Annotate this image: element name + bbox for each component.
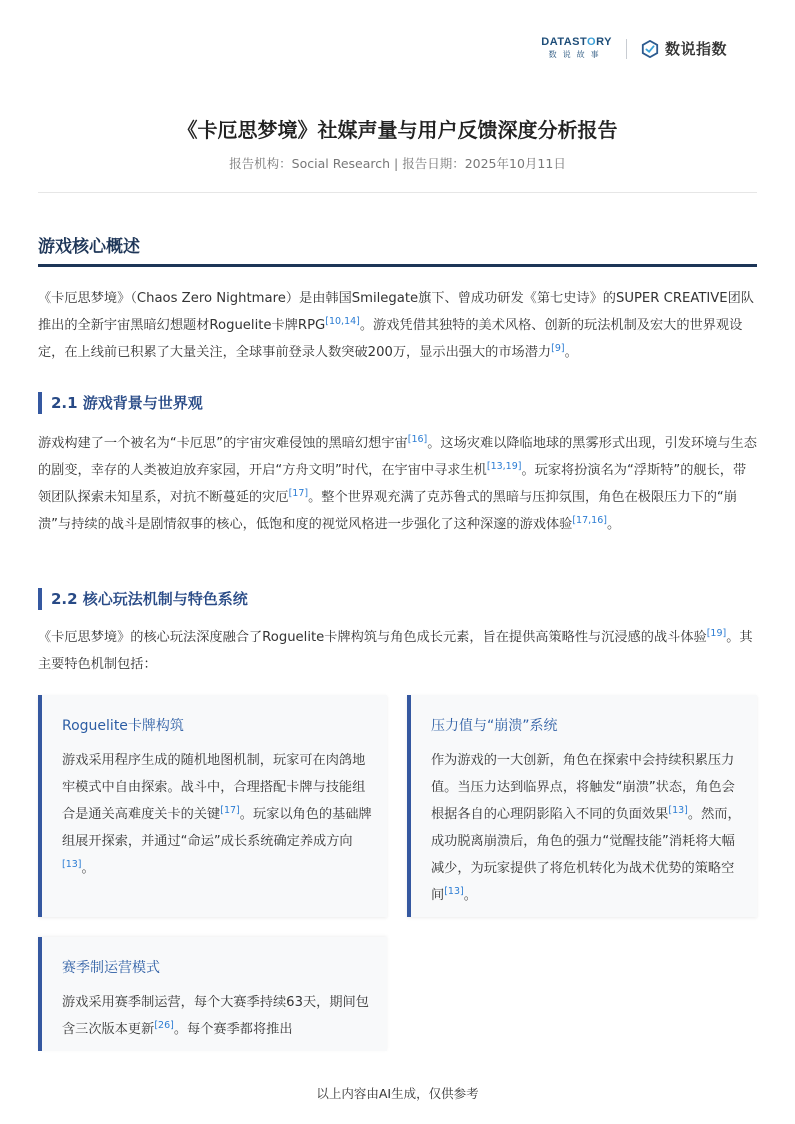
shuyi-hexagon-icon: [641, 40, 659, 58]
citation-ref[interactable]: [26]: [154, 1020, 174, 1031]
text-run: 《卡厄思梦境》（Chaos Zero Nightmare）是由韩国Smilegate旗下、曾成功研发《第七史诗》的SUPER CREATIVE团队推出的全新宇宙黑暗幻想题材Roguelite卡牌RPG: [38, 291, 754, 333]
citation-ref[interactable]: [17]: [220, 805, 240, 816]
shuyi-logo-text: 数说指数: [664, 40, 727, 58]
text-run: 。玩家将扮演名为“浮斯特”的舰长，带领团队探索未知星系，对抗不断蔓延的灾厄: [38, 463, 747, 505]
report-meta: 报告机构：Social Research | 报告日期：2025年10月11日: [229, 156, 566, 171]
text-run: 。游戏凭借其独特的美术风格、创新的玩法机制及宏大的世界观设定，在上线前已积累了大量关注，全球事前登录人数突破200万，显示出强大的市场潜力: [38, 318, 743, 360]
feature-card-roguelite: [38, 695, 387, 917]
ai-disclaimer-footer: 以上内容由AI生成，仅供参考: [316, 1086, 479, 1101]
citation-ref[interactable]: [16]: [407, 434, 428, 445]
citation-ref[interactable]: [13,19]: [486, 461, 522, 472]
citation-ref[interactable]: [13]: [668, 805, 688, 816]
subsection-heading-background: 2.1 游戏背景与世界观: [38, 392, 203, 414]
report-title: 《卡厄思梦境》社媒声量与用户反馈深度分析报告: [177, 118, 618, 142]
shuyi-logo: [641, 38, 727, 59]
datastory-logo: [541, 37, 612, 60]
datastory-logo-subtitle: 数说故事: [548, 50, 605, 59]
subsection-heading-gameplay: 2.2 核心玩法机制与特色系统: [38, 588, 248, 610]
feature-card-title: 赛季制运营模式: [62, 960, 160, 976]
citation-ref[interactable]: [13]: [444, 886, 464, 897]
header-divider: [38, 192, 757, 193]
feature-card-body: [62, 747, 372, 882]
text-run: 。整个世界观充满了克苏鲁式的黑暗与压抑氛围，角色在极限压力下的“崩溃”与持续的战斗是剧情叙事的核心，低饱和度的视觉风格进一步强化了这种深邃的游戏体验: [38, 490, 737, 532]
text-run: 。: [463, 888, 477, 903]
text-run: 游戏构建了一个被名为“卡厄思”的宇宙灾难侵蚀的黑暗幻想宇宙: [38, 436, 408, 451]
feature-card-season: [38, 937, 387, 1051]
feature-card-title: 压力值与“崩溃”系统: [431, 718, 558, 734]
citation-ref[interactable]: [17]: [288, 488, 309, 499]
text-run: 游戏采用赛季制运营，每个大赛季持续63天，期间包含三次版本更新: [62, 995, 369, 1037]
text-run: 游戏采用程序生成的随机地图机制，玩家可在肉鸽地牢模式中自由探索。战斗中，合理搭配卡牌与技能组合是通关高难度关卡的关键: [62, 753, 366, 822]
header-logos: [541, 37, 727, 60]
text-run: 。玩家以角色的基础牌组展开探索，并通过“命运”成长系统确定养成方向: [62, 807, 372, 849]
overview-paragraph: [38, 285, 757, 366]
logo-divider: [626, 39, 627, 59]
text-run: 。: [564, 345, 578, 360]
text-run: 作为游戏的一大创新，角色在探索中会持续积累压力值。当压力达到临界点，将触发“崩溃”状态，角色会根据各自的心理阴影陷入不同的负面效果: [431, 753, 735, 822]
datastory-logo-wordmark: DATASTORY: [541, 36, 612, 48]
feature-card-body: [62, 989, 372, 1043]
citation-ref[interactable]: [10,14]: [325, 316, 360, 327]
section-heading-overview: 游戏核心概述: [38, 237, 140, 257]
citation-ref[interactable]: [9]: [551, 343, 565, 354]
feature-card-stress: [407, 695, 757, 917]
text-run: 。其主要特色机制包括：: [38, 630, 753, 672]
citation-ref[interactable]: [13]: [62, 859, 82, 870]
background-paragraph: [38, 430, 757, 538]
citation-ref[interactable]: [17,16]: [572, 515, 607, 526]
section-heading-underline: [38, 264, 757, 267]
text-run: 《卡厄思梦境》的核心玩法深度融合了Roguelite卡牌构筑与角色成长元素，旨在提供高策略性与沉浸感的战斗体验: [38, 630, 707, 645]
text-run: 。然而，成功脱离崩溃后，角色的强力“觉醒技能”消耗将大幅减少，为玩家提供了将危机转化为战术优势的策略空间: [431, 807, 741, 903]
citation-ref[interactable]: [19]: [706, 628, 727, 639]
text-run: 。: [606, 517, 621, 532]
text-run: 。: [81, 861, 95, 876]
text-run: 。每个赛季都将推出: [173, 1022, 293, 1037]
gameplay-intro-paragraph: [38, 624, 757, 678]
text-run: 。这场灾难以降临地球的黑雾形式出现，引发环境与生态的剧变，幸存的人类被迫放弃家园，开启“方舟文明”时代，在宇宙中寻求生机: [38, 436, 757, 478]
feature-card-title: Roguelite卡牌构筑: [62, 718, 184, 734]
feature-card-body: [431, 747, 741, 909]
